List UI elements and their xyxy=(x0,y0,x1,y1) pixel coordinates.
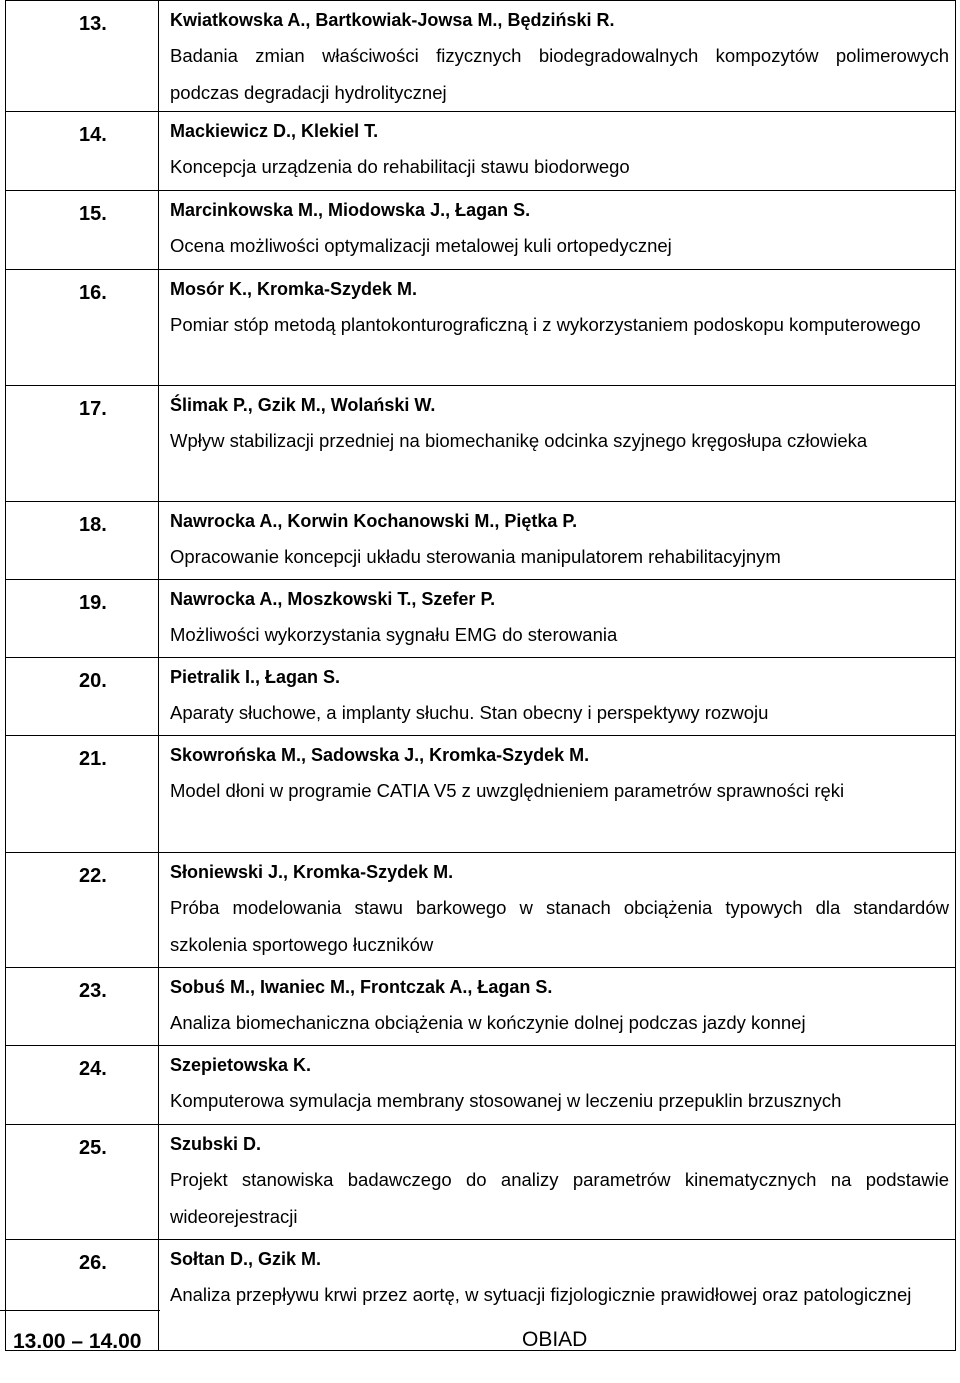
entry-number: 15. xyxy=(6,191,159,270)
entry-number: 21. xyxy=(6,736,159,853)
entry-body xyxy=(159,502,956,580)
entry-authors: Pietralik I., Łagan S. xyxy=(170,667,341,687)
entry-authors: Szepietowska K. xyxy=(170,1055,312,1075)
entry-body xyxy=(159,386,956,502)
program-entry xyxy=(6,658,956,736)
program-entry xyxy=(6,270,956,386)
entry-number: 26. xyxy=(6,1240,159,1351)
entry-title: Opracowanie koncepcji układu sterowania manipulatorem rehabilitacyjnym xyxy=(170,546,781,567)
entry-authors: Nawrocka A., Korwin Kochanowski M., Piętka P. xyxy=(170,511,578,531)
entry-body xyxy=(159,968,956,1046)
entry-body xyxy=(159,853,956,968)
entry-number: 14. xyxy=(6,112,159,191)
entry-title: Badania zmian właściwości fizycznych biodegradowalnych kompozytów polimerowych podczas degradacji hydrolitycznej xyxy=(170,45,949,103)
entry-authors: Mosór K., Kromka-Szydek M. xyxy=(170,279,418,299)
entry-authors: Nawrocka A., Moszkowski T., Szefer P. xyxy=(170,589,496,609)
entry-authors: Ślimak P., Gzik M., Wolański W. xyxy=(170,395,436,415)
program-entry xyxy=(6,736,956,853)
entry-number: 20. xyxy=(6,658,159,736)
entry-number: 24. xyxy=(6,1046,159,1125)
entry-body xyxy=(159,580,956,658)
entry-number: 16. xyxy=(6,270,159,386)
program-entry xyxy=(6,1,956,112)
break-divider xyxy=(0,1310,160,1311)
entry-title: Projekt stanowiska badawczego do analizy parametrów kinematycznych na podstawie wideorejestracji xyxy=(170,1169,949,1227)
entry-authors: Mackiewicz D., Klekiel T. xyxy=(170,121,379,141)
entry-number: 22. xyxy=(6,853,159,968)
entry-body xyxy=(159,736,956,853)
entry-authors: Kwiatkowska A., Bartkowiak-Jowsa M., Będziński R. xyxy=(170,10,615,30)
entry-title: Koncepcja urządzenia do rehabilitacji stawu biodorwego xyxy=(170,156,630,177)
entry-body xyxy=(159,112,956,191)
entry-authors: Słoniewski J., Kromka-Szydek M. xyxy=(170,862,454,882)
entry-title: Próba modelowania stawu barkowego w stanach obciążenia typowych dla standardów szkolenia sportowego łuczników xyxy=(170,897,949,955)
entry-authors: Sobuś M., Iwaniec M., Frontczak A., Łagan S. xyxy=(170,977,553,997)
program-entry xyxy=(6,191,956,270)
entry-title: Aparaty słuchowe, a implanty słuchu. Stan obecny i perspektywy rozwoju xyxy=(170,702,769,723)
program-entry xyxy=(6,1046,956,1125)
program-entry xyxy=(6,1240,956,1351)
entry-title: Analiza przepływu krwi przez aortę, w sytuacji fizjologicznie prawidłowej oraz patologicznej xyxy=(170,1284,912,1305)
entry-authors: Marcinkowska M., Miodowska J., Łagan S. xyxy=(170,200,531,220)
entry-title: Ocena możliwości optymalizacji metalowej kuli ortopedycznej xyxy=(170,235,672,256)
entry-title: Pomiar stóp metodą plantokonturograficzną i z wykorzystaniem podoskopu komputerowego xyxy=(170,314,921,335)
entry-body xyxy=(159,191,956,270)
entry-body xyxy=(159,1046,956,1125)
entry-number: 19. xyxy=(6,580,159,658)
program-entry xyxy=(6,502,956,580)
entry-title: Model dłoni w programie CATIA V5 z uwzględnieniem parametrów sprawności ręki xyxy=(170,780,845,801)
program-entry xyxy=(6,112,956,191)
entry-body xyxy=(159,270,956,386)
entry-number: 17. xyxy=(6,386,159,502)
break-label: OBIAD xyxy=(522,1328,588,1351)
program-entry xyxy=(6,580,956,658)
entry-authors: Skowrońska M., Sadowska J., Kromka-Szydek M. xyxy=(170,745,590,765)
entry-authors: Szubski D. xyxy=(170,1134,262,1154)
break-time: 13.00 – 14.00 xyxy=(13,1330,142,1353)
entry-number: 25. xyxy=(6,1125,159,1240)
entry-title: Wpływ stabilizacji przedniej na biomechanikę odcinka szyjnego kręgosłupa człowieka xyxy=(170,430,868,451)
entry-body xyxy=(159,1125,956,1240)
program-entry xyxy=(6,386,956,502)
entry-body xyxy=(159,658,956,736)
program-table xyxy=(5,0,956,1351)
program-entry xyxy=(6,968,956,1046)
entry-number: 13. xyxy=(6,1,159,112)
program-entry xyxy=(6,1125,956,1240)
entry-number: 18. xyxy=(6,502,159,580)
entry-title: Analiza biomechaniczna obciążenia w kończynie dolnej podczas jazdy konnej xyxy=(170,1012,806,1033)
entry-authors: Sołtan D., Gzik M. xyxy=(170,1249,322,1269)
entry-title: Możliwości wykorzystania sygnału EMG do sterowania xyxy=(170,624,618,645)
entry-number: 23. xyxy=(6,968,159,1046)
entry-title: Komputerowa symulacja membrany stosowanej w leczeniu przepuklin brzusznych xyxy=(170,1090,842,1111)
entry-body xyxy=(159,1,956,112)
program-entry xyxy=(6,853,956,968)
